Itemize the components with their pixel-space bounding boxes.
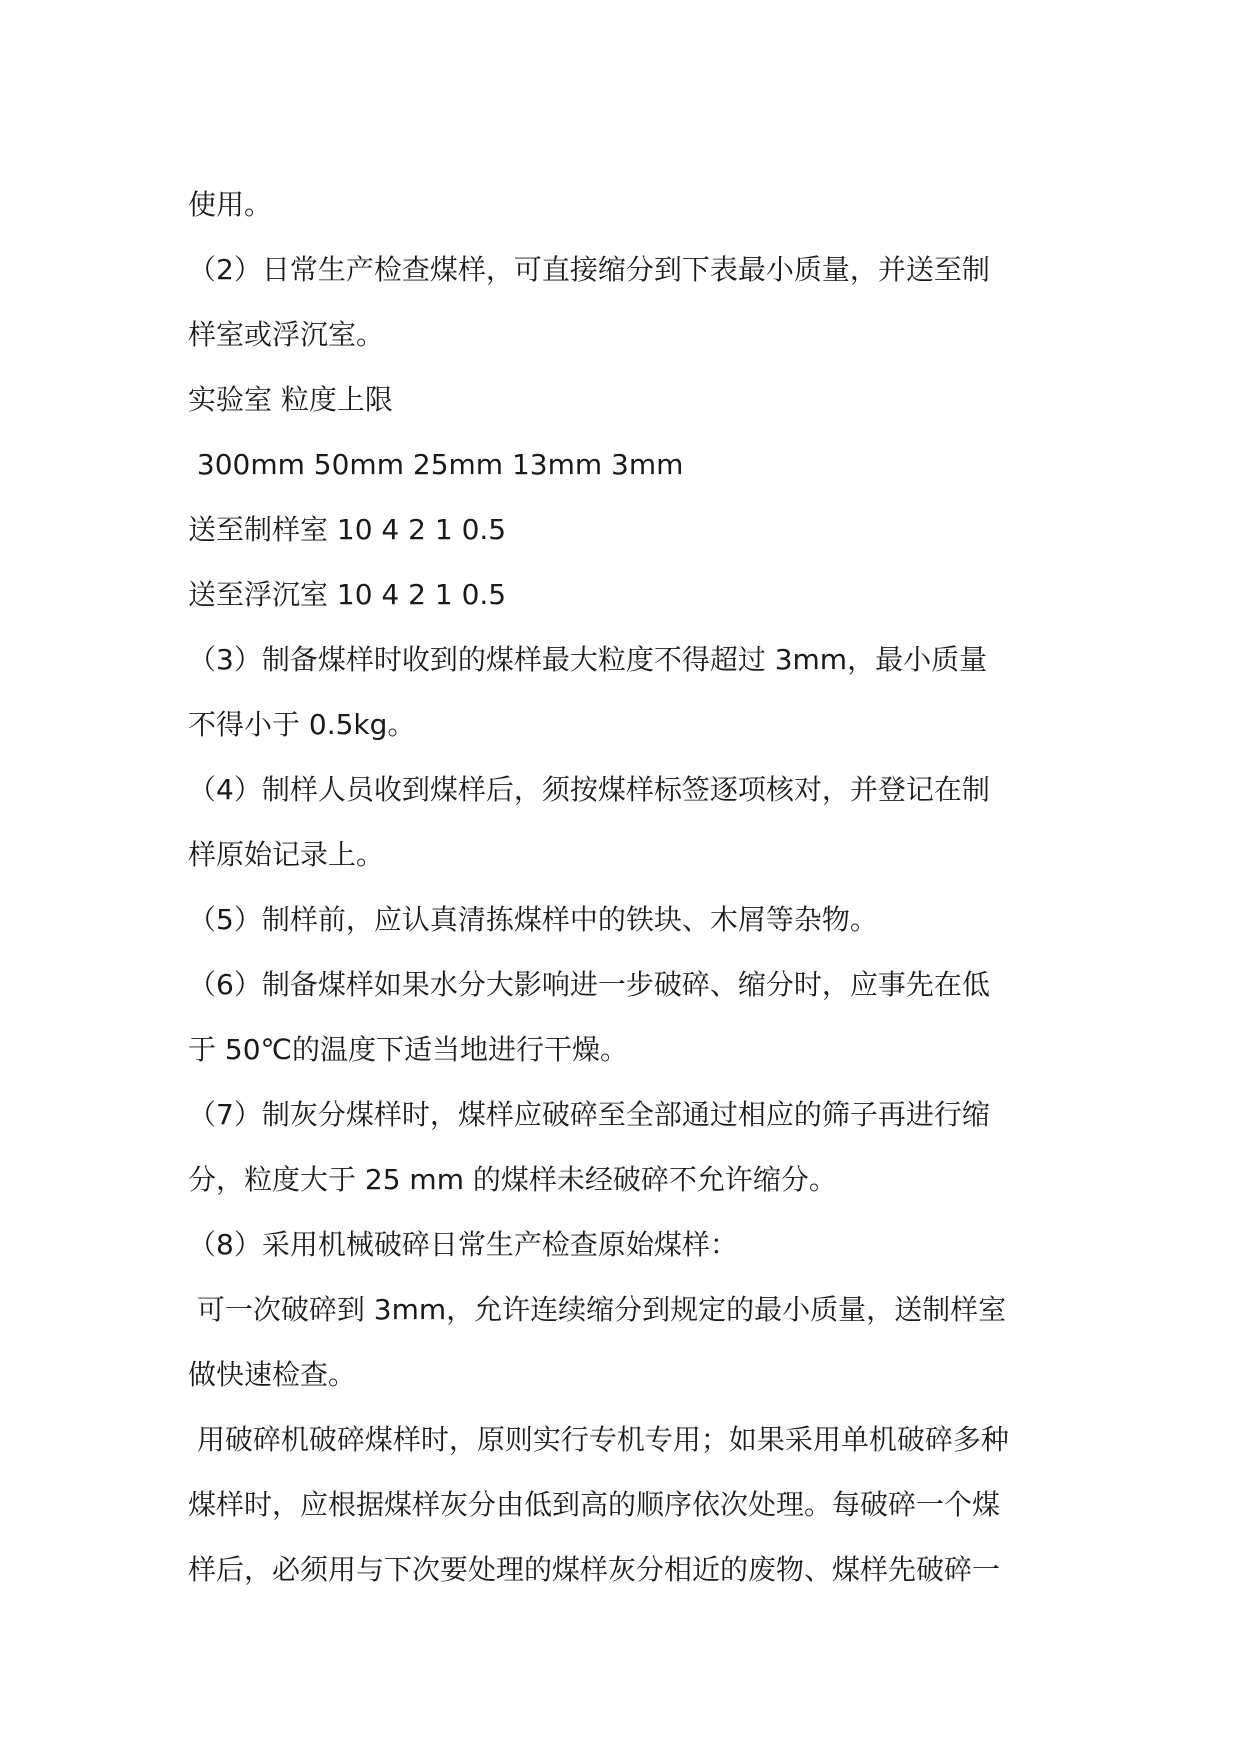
text-line: 样室或浮沉室。 xyxy=(188,318,385,351)
text-line: （2）日常生产检查煤样，可直接缩分到下表最小质量，并送至制 xyxy=(188,253,990,286)
text-line: 用破碎机破碎煤样时，原则实行专机专用；如果采用单机破碎多种 xyxy=(188,1423,1009,1456)
document-body xyxy=(188,172,1068,1602)
text-line: （8）采用机械破碎日常生产检查原始煤样： xyxy=(188,1228,738,1261)
text-line: 送至制样室 10 4 2 1 0.5 xyxy=(188,513,507,546)
text-line: （6）制备煤样如果水分大影响进一步破碎、缩分时，应事先在低 xyxy=(188,968,990,1001)
text-line: 于 50℃的温度下适当地进行干燥。 xyxy=(188,1033,628,1066)
text-line: 煤样时，应根据煤样灰分由低到高的顺序依次处理。每破碎一个煤 xyxy=(188,1488,1001,1521)
text-line: 分，粒度大于 25 mm 的煤样未经破碎不允许缩分。 xyxy=(188,1163,837,1196)
text-line: 样后，必须用与下次要处理的煤样灰分相近的废物、煤样先破碎一 xyxy=(188,1553,1001,1586)
text-line: （7）制灰分煤样时，煤样应破碎至全部通过相应的筛子再进行缩 xyxy=(188,1098,990,1131)
text-line: 送至浮沉室 10 4 2 1 0.5 xyxy=(188,578,507,611)
text-line: 300mm 50mm 25mm 13mm 3mm xyxy=(188,448,684,481)
text-line: 可一次破碎到 3mm，允许连续缩分到规定的最小质量，送制样室 xyxy=(188,1293,1007,1326)
text-line: 使用。 xyxy=(188,188,273,221)
text-line: 做快速检查。 xyxy=(188,1358,357,1391)
text-line: 样原始记录上。 xyxy=(188,838,385,871)
text-line: 实验室 粒度上限 xyxy=(188,383,393,416)
text-line: 不得小于 0.5kg。 xyxy=(188,708,416,741)
text-line: （4）制样人员收到煤样后，须按煤样标签逐项核对，并登记在制 xyxy=(188,773,990,806)
text-line: （3）制备煤样时收到的煤样最大粒度不得超过 3mm，最小质量 xyxy=(188,643,988,676)
text-line: （5）制样前，应认真清拣煤样中的铁块、木屑等杂物。 xyxy=(188,903,878,936)
